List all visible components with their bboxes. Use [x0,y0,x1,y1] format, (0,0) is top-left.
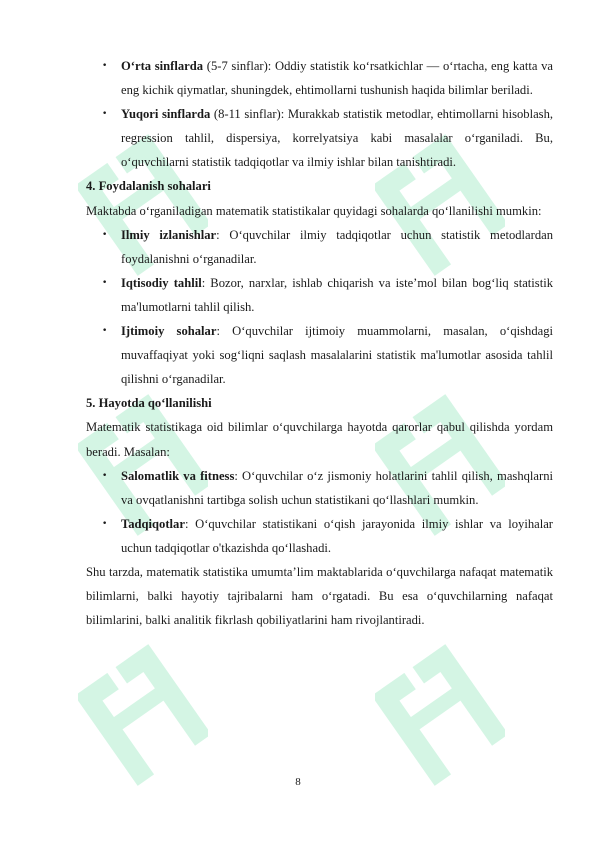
section-intro: Maktabda o‘rganiladigan matematik statistikalar quyidagi sohalarda qo‘llanilishi mumkin: [86,203,542,218]
section-heading: 5. Hayotda qo‘llanilishi [86,396,212,411]
list-item-term: Ijtimoiy sohalar [121,324,217,339]
list-item [86,464,553,512]
page-number: 8 [295,776,301,788]
list-item-text: (8-11 sinflar): Murakkab statistik metodlar, ehtimollarni hisoblash, regression tahlil, dispersiya, korrelyatsiya kabi masalalar o‘rganiladi. Bu, o‘quvchilarni statistik tadqiqotlar va ilmiy ishlar bilan tanishtiradi. [121,107,554,170]
conclusion-paragraph: Shu tarzda, matematik statistika umumta’lim maktablarida o‘quvchilarga nafaqat matematik bilimlarni, balki hayotiy tajribalarni ham o‘rgatadi. Bu esa o‘quvchilarning nafaqat bilimlarini, balki analitik fikrlash qobiliyatlarini ham rivojlantiradi. [86,564,553,628]
list-item-text: : O‘quvchilar ilmiy tadqiqotlar uchun statistik metodlardan foydalanishni o‘rganadilar. [121,227,554,266]
list-item-text: : Bozor, narxlar, ishlab chiqarish va iste’mol bilan bog‘liq statistik ma'lumotlarni tahlil qilish. [121,275,553,314]
list-item [86,54,553,102]
section-intro: Matematik statistikaga oid bilimlar o‘quvchilarga hayotda qarorlar qabul qilishda yordam beradi. Masalan: [86,420,553,459]
list-item-text: : O‘quvchilar ijtimoiy muammolarni, masalan, o‘qishdagi muvaffaqiyat yoki sog‘liqni saqlash masalalarini statistik ma'lumotlar asosida tahlil qilishni o‘rganadilar. [121,324,553,387]
bullet-icon: • [102,470,108,481]
list-item-text: : O‘quvchilar o‘z jismoniy holatlarini tahlil qilish, mashqlarni va ovqatlanishni tartibga solish uchun statistikani qo‘llashlari mumkin. [121,468,553,507]
list-item-term: Yuqori sinflarda [121,107,211,122]
list-item-text: : O‘quvchilar statistikani o‘qish jarayonida ilmiy ishlar va loyihalar uchun tadqiqotlar o'tkazishda qo‘llashadi. [121,516,553,555]
list-item-term: Tadqiqotlar [121,516,185,531]
bullet-icon: • [102,277,108,288]
section-heading: 4. Foydalanish sohalari [86,179,211,194]
life-usage-list [86,464,553,560]
bullet-icon: • [102,326,108,337]
list-item-term: Iqtisodiy tahlil [121,275,202,290]
list-item [86,319,553,391]
bullet-icon: • [102,229,108,240]
grade-level-list [86,54,553,174]
usage-areas-list [86,223,553,392]
list-item-term: Ilmiy izlanishlar [121,227,217,242]
list-item-term: O‘rta sinflarda [121,59,204,73]
list-item-term: Salomatlik va fitness [121,468,235,483]
list-item [86,512,553,560]
list-item [86,223,553,271]
bullet-icon: • [102,109,108,120]
document-body [86,54,553,632]
bullet-icon: • [102,518,108,529]
watermark-logo-icon [78,640,208,790]
list-item-text: (5-7 sinflar): Oddiy statistik ko‘rsatkichlar — o‘rtacha, eng katta va eng kichik qiymatlar, shuningdek, ehtimollarni tushunish haqida bilimlar beriladi. [121,59,553,98]
bullet-icon: • [102,61,108,71]
list-item [86,271,553,319]
watermark-logo-icon [375,640,505,790]
list-item [86,102,553,174]
